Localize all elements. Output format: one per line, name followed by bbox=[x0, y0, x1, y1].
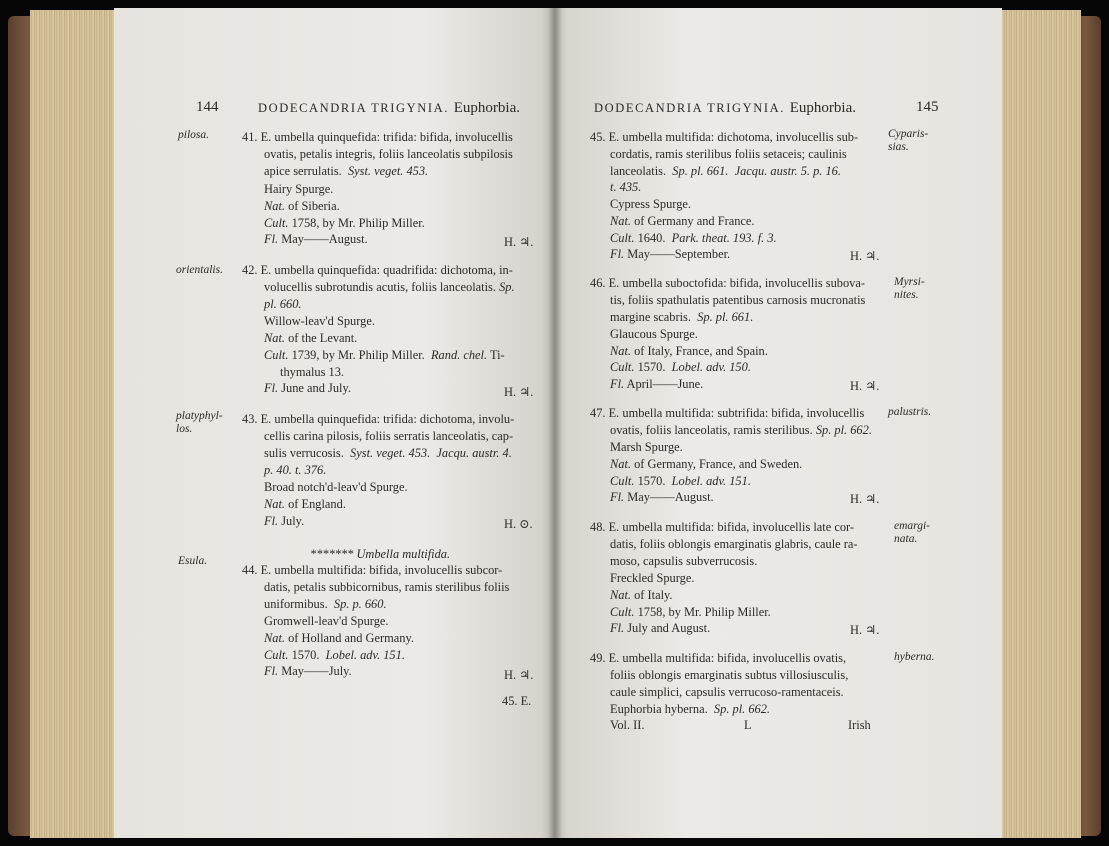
margin-species-name bbox=[176, 410, 223, 436]
flowering-line bbox=[264, 514, 304, 529]
book-gutter bbox=[548, 8, 562, 838]
entry-description-line: moso, capsulis subverrucosis. bbox=[610, 554, 758, 568]
english-name: Willow-leav'd Spurge. bbox=[264, 314, 375, 328]
entry-citation: Sp. pl. 661. bbox=[672, 164, 729, 178]
signature-mark: L bbox=[744, 718, 752, 732]
native-text: of Siberia. bbox=[288, 199, 340, 213]
flowering-line bbox=[264, 381, 351, 396]
entry-number: 43. bbox=[242, 412, 258, 426]
entry-description: E. umbella quinquefida: quadrifida: dichotoma, in- bbox=[260, 263, 513, 277]
flowering-text: June and July. bbox=[281, 381, 351, 395]
entry-citation: Sp. pl. 662. bbox=[713, 702, 771, 716]
entry-description-line: datis, petalis subbicornibus, ramis sterilibus foliis bbox=[264, 580, 510, 594]
cultivated-citation: Lobel. adv. 150. bbox=[671, 360, 751, 374]
entry-description-line bbox=[610, 164, 841, 179]
native-label: Nat. bbox=[610, 344, 631, 358]
entry-description: volucellis subrotundis acutis, foliis lanceolatis. bbox=[264, 280, 496, 294]
cultivated-label: Cult. bbox=[610, 605, 635, 619]
english-name: Freckled Spurge. bbox=[610, 571, 695, 585]
cultivated-label: Cult. bbox=[264, 648, 289, 662]
entry-citation: Syst. veget. 453. bbox=[347, 164, 429, 178]
cultivated-label: Cult. bbox=[610, 231, 635, 245]
running-header bbox=[594, 100, 856, 117]
cultivated-text: 1570. bbox=[637, 474, 666, 488]
entry-number: 46. bbox=[590, 276, 606, 290]
native-text: of Holland and Germany. bbox=[288, 631, 414, 645]
entry-description: E. umbella multifida: subtrifida: bifida, involucellis bbox=[608, 406, 865, 420]
margin-name-part: emargi- bbox=[894, 520, 930, 532]
cultivated-label: Cult. bbox=[610, 474, 635, 488]
entry-description-line bbox=[610, 423, 872, 438]
synonym-name: Euphorbia hyberna. bbox=[610, 702, 708, 716]
right-page bbox=[554, 8, 1002, 838]
entry-number: 45. bbox=[590, 130, 606, 144]
english-name: Glaucous Spurge. bbox=[610, 327, 698, 341]
page-number: 145 bbox=[916, 99, 939, 115]
entry-description-line: tis, foliis spathulatis patentibus carnosis mucronatis bbox=[610, 293, 866, 307]
habit-symbol: H. ♃. bbox=[504, 235, 534, 249]
entry-description: E. umbella multifida: dichotoma, involucellis sub- bbox=[608, 130, 859, 144]
entry-description-line bbox=[264, 164, 428, 179]
header-genus: Euphorbia. bbox=[789, 100, 856, 116]
entry-description: lanceolatis. bbox=[610, 164, 667, 178]
catchword: 45. E. bbox=[502, 694, 532, 708]
cultivated-line bbox=[264, 216, 425, 231]
cultivated-text: 1758, by Mr. Philip Miller. bbox=[291, 216, 425, 230]
entry-description: E. umbella multifida: bifida, involucellis ovatis, bbox=[608, 651, 847, 665]
page-edges-right bbox=[1001, 10, 1081, 838]
entry-description: E. umbella suboctofida: bifida, involucellis subova- bbox=[608, 276, 865, 290]
entry-description-line bbox=[590, 406, 864, 421]
native-label: Nat. bbox=[610, 214, 631, 228]
cultivated-text: 1570. bbox=[291, 648, 320, 662]
entry-citation: Sp. pl. 662. bbox=[815, 423, 872, 437]
cultivated-line bbox=[610, 231, 777, 246]
cultivated-text: 1758, by Mr. Philip Miller. bbox=[637, 605, 771, 619]
flowering-line bbox=[610, 377, 703, 392]
entry-description: E. umbella multifida: bifida, involucellis subcor- bbox=[260, 563, 503, 577]
entry-description: E. umbella quinquefida: trifida: bifida, involucellis bbox=[260, 130, 513, 144]
cultivated-line bbox=[264, 648, 405, 663]
entry-citation-2: Jacqu. austr. 4. bbox=[436, 446, 512, 460]
native-text: of England. bbox=[288, 497, 346, 511]
entry-citation: Syst. veget. 453. bbox=[350, 446, 431, 460]
header-text: DODECANDRIA TRIGYNIA. bbox=[594, 101, 786, 115]
native-line bbox=[264, 497, 346, 512]
cultivated-line bbox=[610, 360, 751, 375]
cultivated-line bbox=[610, 605, 771, 620]
margin-name-part: platyphyl- bbox=[176, 410, 223, 422]
native-label: Nat. bbox=[264, 497, 285, 511]
native-line bbox=[264, 199, 340, 214]
cultivated-line bbox=[610, 474, 751, 489]
entry-description-line bbox=[264, 597, 387, 612]
native-label: Nat. bbox=[610, 588, 631, 602]
native-line bbox=[264, 631, 414, 646]
left-page bbox=[114, 8, 554, 838]
flowering-text: May——September. bbox=[627, 247, 731, 261]
margin-name-part: los. bbox=[176, 423, 193, 435]
native-text: of Germany and France. bbox=[634, 214, 755, 228]
entry-description: E. umbella quinquefida: trifida: dichotoma, involu- bbox=[260, 412, 515, 426]
habit-symbol: H. ⊙. bbox=[504, 517, 533, 531]
synonym-line bbox=[610, 702, 770, 717]
entry-description-line bbox=[264, 446, 512, 461]
margin-name-part: nata. bbox=[894, 533, 918, 545]
flowering-text: May——August. bbox=[627, 490, 714, 504]
flowering-label: Fl. bbox=[610, 621, 625, 635]
margin-species-name bbox=[888, 128, 928, 154]
margin-species-name: Esula. bbox=[178, 555, 208, 567]
page-edges-left bbox=[30, 10, 122, 838]
entry-description-line: caule simplici, capsulis verrucoso-ramentaceis. bbox=[610, 685, 844, 699]
margin-species-name bbox=[894, 276, 925, 302]
native-label: Nat. bbox=[264, 331, 285, 345]
english-name: Hairy Spurge. bbox=[264, 182, 334, 196]
margin-species-name: orientalis. bbox=[176, 264, 223, 276]
entry-citation: Sp. pl. 661. bbox=[697, 310, 754, 324]
cultivated-text: 1640. bbox=[637, 231, 666, 245]
flowering-label: Fl. bbox=[610, 490, 625, 504]
flowering-line bbox=[610, 621, 710, 636]
cultivated-label: Cult. bbox=[264, 216, 289, 230]
native-line bbox=[610, 588, 673, 603]
margin-species-name bbox=[894, 520, 930, 546]
margin-name-part: nites. bbox=[894, 289, 919, 301]
flowering-line bbox=[264, 664, 352, 679]
flowering-text: May——August. bbox=[281, 232, 368, 246]
header-genus: Euphorbia. bbox=[453, 100, 520, 116]
native-line bbox=[610, 344, 768, 359]
habit-symbol: H. ♃. bbox=[850, 249, 880, 263]
cultivated-label: Cult. bbox=[610, 360, 635, 374]
cultivated-tail: Ti- bbox=[489, 348, 505, 362]
flowering-line bbox=[610, 490, 714, 505]
native-text: of Germany, France, and Sweden. bbox=[634, 457, 803, 471]
english-name: Broad notch'd-leav'd Spurge. bbox=[264, 480, 408, 494]
entry-description-line bbox=[242, 412, 514, 427]
entry-description-line bbox=[590, 276, 865, 291]
cultivated-citation: Lobel. adv. 151. bbox=[325, 648, 405, 662]
cultivated-line-continued: thymalus 13. bbox=[280, 365, 345, 379]
entry-citation: Sp. bbox=[499, 280, 515, 294]
flowering-label: Fl. bbox=[610, 377, 625, 391]
section-heading: ******* Umbella multifida. bbox=[310, 547, 451, 561]
entry-description-line bbox=[242, 130, 513, 145]
margin-name-part: sias. bbox=[888, 141, 909, 153]
entry-description-line bbox=[242, 563, 502, 578]
citation-continued: p. 40. t. 376. bbox=[264, 463, 327, 477]
entry-description-line bbox=[610, 310, 753, 325]
cultivated-citation: Park. theat. 193. f. 3. bbox=[671, 231, 777, 245]
entry-description-line: pl. 660. bbox=[264, 297, 302, 311]
english-name: Marsh Spurge. bbox=[610, 440, 683, 454]
entry-description-line bbox=[242, 263, 513, 278]
entry-description-line bbox=[590, 520, 854, 535]
native-label: Nat. bbox=[610, 457, 631, 471]
flowering-text: July and August. bbox=[627, 621, 711, 635]
flowering-label: Fl. bbox=[264, 664, 279, 678]
habit-symbol: H. ♃. bbox=[850, 623, 880, 637]
habit-symbol: H. ♃. bbox=[850, 379, 880, 393]
native-text: of Italy, France, and Spain. bbox=[634, 344, 768, 358]
entry-number: 42. bbox=[242, 263, 258, 277]
native-line bbox=[264, 331, 357, 346]
open-book bbox=[8, 6, 1101, 842]
habit-symbol: H. ♃. bbox=[504, 385, 534, 399]
flowering-label: Fl. bbox=[264, 232, 279, 246]
entry-description: ovatis, foliis lanceolatis, ramis sterilibus. bbox=[610, 423, 813, 437]
native-line bbox=[610, 457, 802, 472]
flowering-label: Fl. bbox=[264, 381, 279, 395]
page-number: 144 bbox=[196, 99, 219, 115]
habit-symbol: H. ♃. bbox=[504, 668, 534, 682]
entry-description: uniformibus. bbox=[264, 597, 328, 611]
cultivated-citation: Lobel. adv. 151. bbox=[671, 474, 751, 488]
cultivated-label: Cult. bbox=[264, 348, 289, 362]
entry-number: 49. bbox=[590, 651, 606, 665]
entry-description: E. umbella multifida: bifida, involucellis late cor- bbox=[608, 520, 855, 534]
native-label: Nat. bbox=[264, 631, 285, 645]
header-text: DODECANDRIA TRIGYNIA. bbox=[258, 101, 450, 115]
flowering-text: April——June. bbox=[626, 377, 704, 391]
margin-name-part: Cyparis- bbox=[888, 128, 929, 140]
flowering-label: Fl. bbox=[264, 514, 279, 528]
native-line bbox=[610, 214, 755, 229]
english-name: Gromwell-leav'd Spurge. bbox=[264, 614, 389, 628]
entry-description-line: ovatis, petalis integris, foliis lanceolatis subpilosis bbox=[264, 147, 513, 161]
entry-description-line: cordatis, ramis sterilibus foliis setaceis; caulinis bbox=[610, 147, 847, 161]
entry-description: margine scabris. bbox=[610, 310, 691, 324]
flowering-text: May——July. bbox=[281, 664, 352, 678]
margin-species-name: palustris. bbox=[888, 406, 932, 418]
entry-description-line bbox=[590, 651, 846, 666]
flowering-line bbox=[264, 232, 368, 247]
catchword: Irish bbox=[848, 718, 871, 732]
entry-description: sulis verrucosis. bbox=[264, 446, 344, 460]
native-label: Nat. bbox=[264, 199, 285, 213]
native-text: of the Levant. bbox=[288, 331, 358, 345]
entry-description-line bbox=[264, 280, 515, 295]
entry-description-line: datis, foliis oblongis emarginatis glabris, caule ra- bbox=[610, 537, 858, 551]
cultivated-citation: Rand. chel. bbox=[430, 348, 488, 362]
entry-description-line: foliis oblongis emarginatis subtus villosiusculis, bbox=[610, 668, 849, 682]
entry-description-line bbox=[590, 130, 858, 145]
citation-continued: t. 435. bbox=[610, 180, 642, 194]
margin-name-part: Myrsi- bbox=[894, 276, 925, 288]
entry-citation-2: Jacqu. austr. 5. p. 16. bbox=[734, 164, 841, 178]
entry-number: 41. bbox=[242, 130, 258, 144]
cultivated-line bbox=[264, 348, 505, 363]
flowering-text: July. bbox=[281, 514, 305, 528]
english-name: Cypress Spurge. bbox=[610, 197, 691, 211]
habit-symbol: H. ♃. bbox=[850, 492, 880, 506]
signature-volume: Vol. II. bbox=[610, 718, 645, 732]
native-text: of Italy. bbox=[634, 588, 673, 602]
cultivated-text: 1739, by Mr. Philip Miller. bbox=[291, 348, 425, 362]
entry-description: apice serrulatis. bbox=[264, 164, 342, 178]
entry-number: 48. bbox=[590, 520, 606, 534]
margin-species-name: pilosa. bbox=[178, 129, 209, 141]
margin-species-name: hyberna. bbox=[894, 651, 935, 663]
entry-number: 44. bbox=[242, 563, 258, 577]
cultivated-text: 1570. bbox=[637, 360, 666, 374]
flowering-line bbox=[610, 247, 730, 262]
entry-citation: Sp. p. 660. bbox=[333, 597, 387, 611]
entry-description-line: cellis carina pilosis, foliis serratis lanceolatis, cap- bbox=[264, 429, 514, 443]
flowering-label: Fl. bbox=[610, 247, 625, 261]
running-header bbox=[258, 100, 520, 117]
entry-number: 47. bbox=[590, 406, 606, 420]
